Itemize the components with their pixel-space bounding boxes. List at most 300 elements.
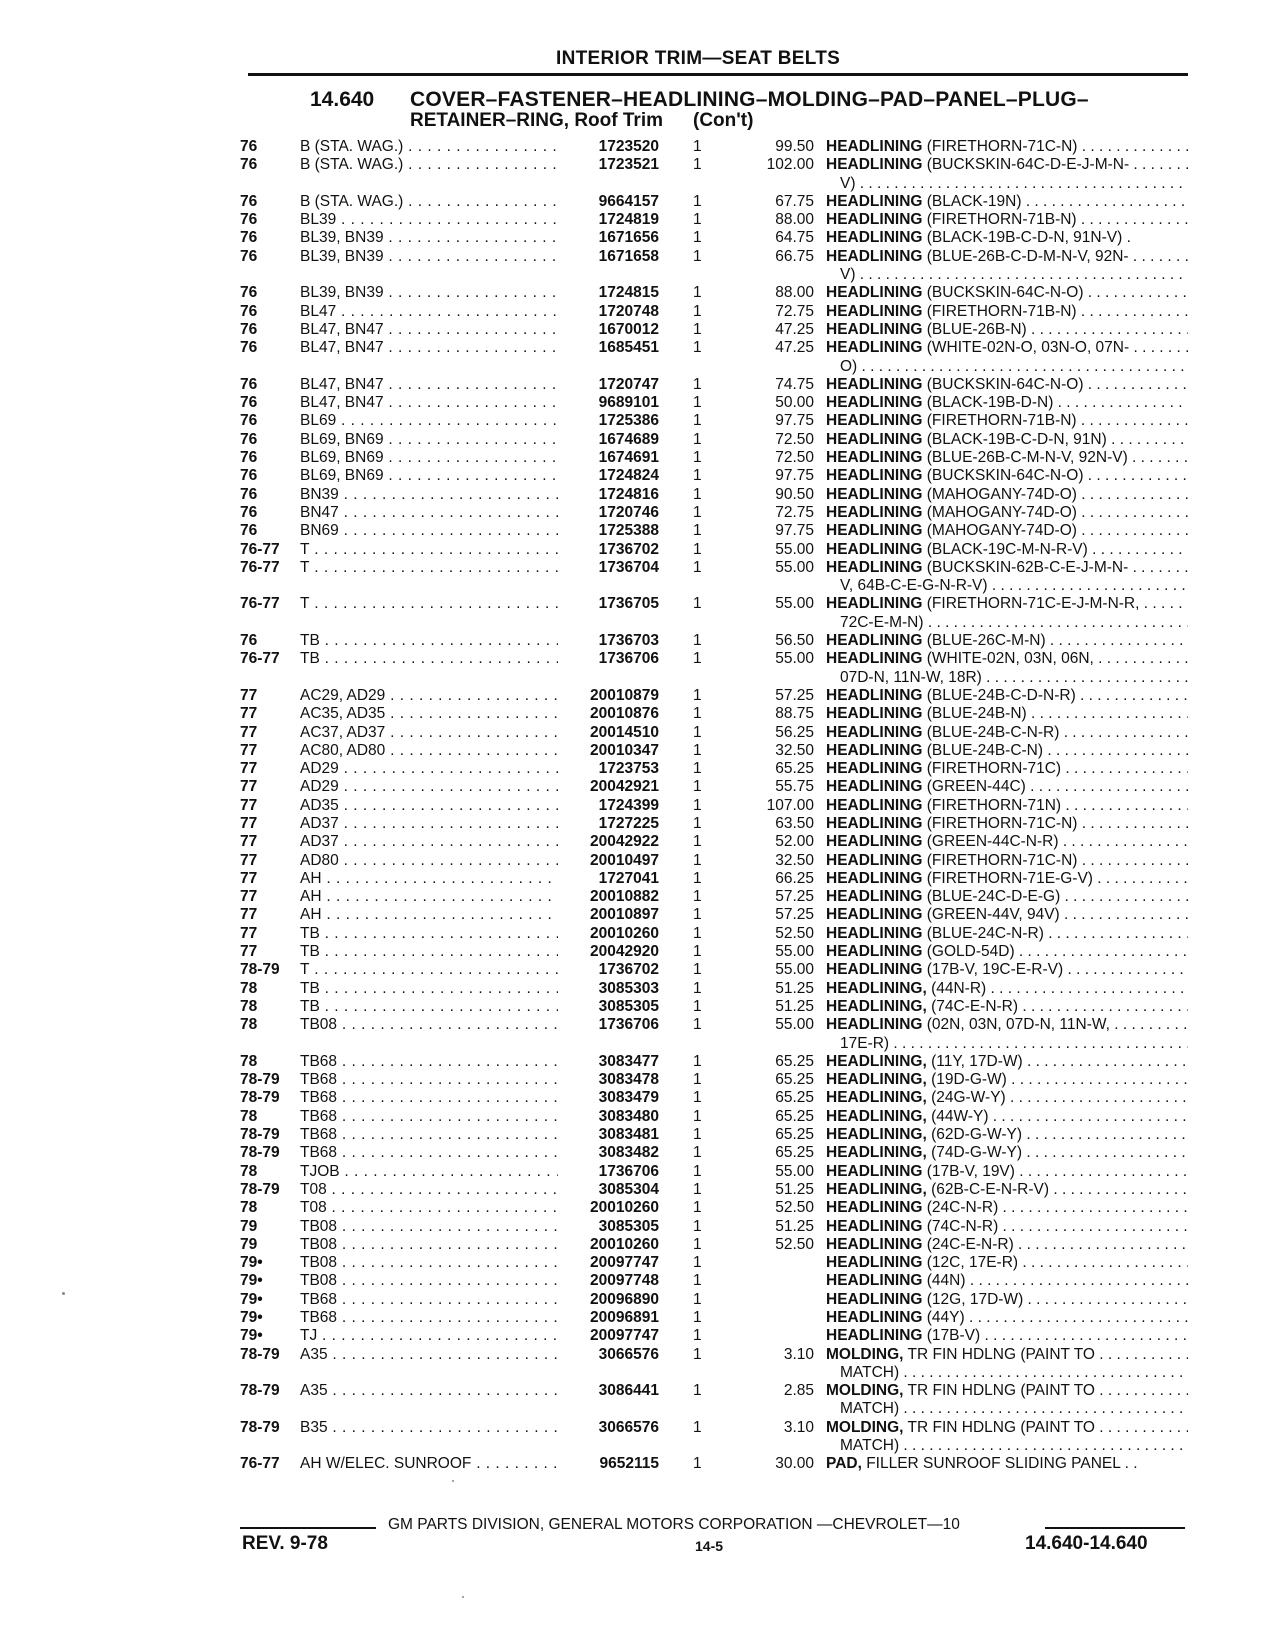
part-row xyxy=(240,852,1190,870)
price: 30.00 xyxy=(775,1455,814,1473)
model-year: 78 xyxy=(240,1052,258,1070)
parts-list xyxy=(240,138,1190,1474)
quantity: 1 xyxy=(693,1126,702,1144)
description-text: (24C-E-N-R) xyxy=(926,1235,1014,1253)
part-number: 20010897 xyxy=(558,906,659,924)
part-keyword: HEADLINING xyxy=(826,375,923,393)
part-keyword: HEADLINING xyxy=(826,229,923,247)
description xyxy=(826,1181,1188,1199)
part-row xyxy=(240,1455,1190,1473)
model-year: 77 xyxy=(240,705,258,723)
description xyxy=(826,1144,1188,1162)
part-number: 20097748 xyxy=(558,1272,659,1290)
scan-speck xyxy=(462,1596,464,1598)
part-keyword: HEADLINING xyxy=(826,760,923,778)
model-code: TB . . . xyxy=(300,998,568,1016)
description-text: (BLUE-26B-C-D-M-N-V, 92N- xyxy=(926,247,1129,265)
model-year: 77 xyxy=(240,741,258,759)
part-row xyxy=(240,394,1190,412)
model-year: 77 xyxy=(240,778,258,796)
price: 57.25 xyxy=(775,906,814,924)
model-year: 78-79 xyxy=(240,1089,280,1107)
part-keyword: HEADLINING xyxy=(826,192,923,210)
model-code: TB68 . . . xyxy=(300,1053,568,1071)
description-line1 xyxy=(826,852,1188,870)
quantity: 1 xyxy=(693,1290,702,1308)
model-code: TB08 . . . xyxy=(300,1254,568,1272)
description-text: (BUCKSKIN-62B-C-E-J-M-N- xyxy=(926,558,1129,576)
quantity: 1 xyxy=(693,997,702,1015)
model-year: 76-77 xyxy=(240,595,280,613)
description xyxy=(826,1382,1188,1419)
model-year: 77 xyxy=(240,851,258,869)
description-text: (FIRETHORN-71E-G-V) xyxy=(926,869,1093,887)
quantity: 1 xyxy=(693,339,702,357)
description-line1 xyxy=(826,1272,1188,1290)
model-code: B (STA. WAG.) . . . xyxy=(300,138,568,156)
price: 65.25 xyxy=(775,1107,814,1125)
description xyxy=(826,650,1188,687)
part-keyword: HEADLINING xyxy=(826,412,923,430)
description xyxy=(826,1272,1188,1290)
model-code: BL69 . . . xyxy=(300,412,568,430)
model-code: BN39 . . . xyxy=(300,486,568,504)
quantity: 1 xyxy=(693,961,702,979)
description xyxy=(826,1309,1188,1327)
description-text: (WHITE-02N-O, 03N-O, 07N- xyxy=(926,339,1130,357)
part-keyword: HEADLINING, xyxy=(826,1089,927,1107)
model-year: 77 xyxy=(240,906,258,924)
part-keyword: HEADLINING xyxy=(826,632,923,650)
description xyxy=(826,321,1188,339)
part-keyword: HEADLINING xyxy=(826,1272,923,1290)
part-keyword: HEADLINING xyxy=(826,943,923,961)
quantity: 1 xyxy=(693,1235,702,1253)
description-text: (FIRETHORN-71B-N) xyxy=(926,211,1077,229)
price: 72.75 xyxy=(775,302,814,320)
price: 66.25 xyxy=(775,869,814,887)
price: 65.25 xyxy=(775,1089,814,1107)
part-row xyxy=(240,449,1190,467)
part-keyword: HEADLINING xyxy=(826,467,923,485)
model-year: 76 xyxy=(240,449,258,467)
description-line1 xyxy=(826,870,1188,888)
model-code: BL69, BN69 . . . xyxy=(300,467,568,485)
description-text: TR FIN HDLNG (PAINT TO xyxy=(907,1345,1095,1363)
part-row xyxy=(240,797,1190,815)
description-text: (74C-N-R) xyxy=(926,1217,999,1235)
description xyxy=(826,797,1188,815)
description-line1 xyxy=(826,961,1188,979)
description-text: (GOLD-54D) xyxy=(926,943,1015,961)
model-code: AH . . . xyxy=(300,870,568,888)
part-row xyxy=(240,943,1190,961)
quantity: 1 xyxy=(693,778,702,796)
description-line1 xyxy=(826,1126,1188,1144)
quantity: 1 xyxy=(693,1162,702,1180)
part-row xyxy=(240,998,1190,1016)
part-keyword: HEADLINING xyxy=(826,686,923,704)
description xyxy=(826,1016,1188,1053)
description xyxy=(826,815,1188,833)
part-number: 1724819 xyxy=(558,211,659,229)
description xyxy=(826,1071,1188,1089)
description-text: (17B-V, 19V) xyxy=(926,1162,1015,1180)
part-number: 20042922 xyxy=(558,833,659,851)
part-keyword: HEADLINING xyxy=(826,723,923,741)
model-code: A35 . . . xyxy=(300,1346,568,1364)
description-line1 xyxy=(826,138,1188,156)
model-year: 77 xyxy=(240,760,258,778)
part-keyword: HEADLINING xyxy=(826,595,923,613)
model-year: 77 xyxy=(240,723,258,741)
description-text: (FIRETHORN-71C) xyxy=(926,760,1062,778)
part-keyword: MOLDING, xyxy=(826,1382,904,1400)
header-rule xyxy=(248,73,1188,76)
description-text: (FIRETHORN-71N) xyxy=(926,796,1062,814)
part-keyword: HEADLINING xyxy=(826,1254,923,1272)
part-number: 3083477 xyxy=(558,1053,659,1071)
description-text: (BLUE-24C-N-R) xyxy=(926,924,1044,942)
description-line1 xyxy=(826,1163,1188,1181)
model-code: TJOB . . . xyxy=(300,1163,568,1181)
quantity: 1 xyxy=(693,247,702,265)
part-keyword: HEADLINING xyxy=(826,924,923,942)
part-number: 3066576 xyxy=(558,1346,659,1364)
model-code: BL47, BN47 . . . xyxy=(300,394,568,412)
description-text: (17B-V) xyxy=(926,1327,981,1345)
description xyxy=(826,1419,1188,1456)
description xyxy=(826,1291,1188,1309)
description-text: (74D-G-W-Y) xyxy=(931,1144,1023,1162)
model-code: TB68 . . . xyxy=(300,1089,568,1107)
model-code: TB . . . xyxy=(300,943,568,961)
description-text: (11Y, 17D-W) xyxy=(931,1052,1023,1070)
model-year: 78-79 xyxy=(240,1382,280,1400)
description xyxy=(826,467,1188,485)
quantity: 1 xyxy=(693,138,702,155)
model-code: TB . . . xyxy=(300,650,568,668)
model-code: AD37 . . . xyxy=(300,833,568,851)
description-line1 xyxy=(826,541,1188,559)
part-row xyxy=(240,1071,1190,1089)
part-keyword: HEADLINING, xyxy=(826,1144,927,1162)
part-number: 3083482 xyxy=(558,1144,659,1162)
part-number: 20097747 xyxy=(558,1327,659,1345)
description-text: (GREEN-44C-N-R) xyxy=(926,833,1059,851)
description xyxy=(826,595,1188,632)
part-keyword: PAD, xyxy=(826,1455,862,1473)
part-number: 1723521 xyxy=(558,156,659,174)
description-text: FILLER SUNROOF SLIDING PANEL . . xyxy=(866,1455,1138,1473)
price: 52.00 xyxy=(775,833,814,851)
part-number: 3083480 xyxy=(558,1108,659,1126)
part-row xyxy=(240,1163,1190,1181)
description-text: (BUCKSKIN-64C-N-O) xyxy=(926,375,1084,393)
description xyxy=(826,724,1188,742)
description xyxy=(826,705,1188,723)
quantity: 1 xyxy=(693,943,702,961)
description-line1 xyxy=(826,742,1188,760)
price: 55.00 xyxy=(775,1016,814,1034)
price: 55.75 xyxy=(775,778,814,796)
part-keyword: HEADLINING xyxy=(826,156,923,174)
price: 55.00 xyxy=(775,558,814,576)
price: 56.50 xyxy=(775,632,814,650)
description-text: (BUCKSKIN-64C-N-O) xyxy=(926,467,1084,485)
part-row xyxy=(240,1144,1190,1162)
price: 66.75 xyxy=(775,247,814,265)
price: 55.00 xyxy=(775,943,814,961)
description-line1 xyxy=(826,394,1188,412)
model-year: 77 xyxy=(240,943,258,961)
part-number: 1723520 xyxy=(558,138,659,156)
quantity: 1 xyxy=(693,1016,702,1034)
description xyxy=(826,376,1188,394)
part-keyword: HEADLINING xyxy=(826,796,923,814)
quantity: 1 xyxy=(693,1107,702,1125)
price: 102.00 xyxy=(766,156,814,174)
description-line2: 72C-E-M-N) . . . xyxy=(826,614,1188,632)
description-line1 xyxy=(826,998,1188,1016)
description-line1 xyxy=(826,412,1188,430)
price: 65.25 xyxy=(775,1144,814,1162)
section-number: 14.640 xyxy=(310,88,375,111)
description xyxy=(826,248,1188,285)
description-line1 xyxy=(826,815,1188,833)
part-number: 1736706 xyxy=(558,650,659,668)
part-number: 1736706 xyxy=(558,1016,659,1034)
description xyxy=(826,449,1188,467)
part-number: 1736702 xyxy=(558,541,659,559)
page-number: 14-5 xyxy=(695,1538,724,1554)
price: 3.10 xyxy=(783,1345,814,1363)
part-number: 3086441 xyxy=(558,1382,659,1400)
description-text: (GREEN-44V, 94V) xyxy=(926,906,1060,924)
model-code: TB08 . . . xyxy=(300,1218,568,1236)
price: 107.00 xyxy=(766,796,814,814)
part-keyword: HEADLINING xyxy=(826,851,923,869)
model-code: AC80, AD80 . . . xyxy=(300,742,568,760)
description-text: (44Y) xyxy=(926,1309,965,1326)
model-code: AD29 . . . xyxy=(300,760,568,778)
part-keyword: HEADLINING xyxy=(826,339,923,357)
part-row xyxy=(240,650,1190,687)
description xyxy=(826,1218,1188,1236)
part-number: 20096890 xyxy=(558,1291,659,1309)
part-row xyxy=(240,248,1190,285)
description-line1 xyxy=(826,431,1188,449)
model-code: BL69, BN69 . . . xyxy=(300,449,568,467)
price: 97.75 xyxy=(775,522,814,540)
quantity: 1 xyxy=(693,705,702,723)
model-code: T . . . xyxy=(300,961,568,979)
part-keyword: HEADLINING xyxy=(826,485,923,503)
price: 52.50 xyxy=(775,1235,814,1253)
model-code: T . . . xyxy=(300,595,568,613)
price: 55.00 xyxy=(775,1162,814,1180)
model-year: 79• xyxy=(240,1327,263,1345)
description-text: (GREEN-44C) xyxy=(926,778,1026,796)
description xyxy=(826,906,1188,924)
price: 74.75 xyxy=(775,375,814,393)
footer-publisher: GM PARTS DIVISION, GENERAL MOTORS CORPORATION —CHEVROLET—10 xyxy=(388,1516,960,1533)
description-line1 xyxy=(826,321,1188,339)
part-row xyxy=(240,229,1190,247)
description-text: (FIRETHORN-71B-N) xyxy=(926,302,1077,320)
description-text: (FIRETHORN-71C-N) xyxy=(926,814,1078,832)
model-year: 79 xyxy=(240,1235,258,1253)
part-number: 20010879 xyxy=(558,687,659,705)
part-keyword: HEADLINING xyxy=(826,522,923,540)
part-number: 3085303 xyxy=(558,980,659,998)
part-keyword: HEADLINING xyxy=(826,320,923,338)
part-number: 3083481 xyxy=(558,1126,659,1144)
description-line1 xyxy=(826,797,1188,815)
description xyxy=(826,998,1188,1016)
model-year: 76 xyxy=(240,375,258,393)
part-keyword: HEADLINING xyxy=(826,503,923,521)
description xyxy=(826,1236,1188,1254)
part-row xyxy=(240,1291,1190,1309)
price: 55.00 xyxy=(775,595,814,613)
model-year: 77 xyxy=(240,833,258,851)
description xyxy=(826,1163,1188,1181)
model-year: 76 xyxy=(240,339,258,357)
model-year: 79• xyxy=(240,1290,263,1308)
model-year: 78 xyxy=(240,997,258,1015)
model-code: BL47, BN47 . . . xyxy=(300,376,568,394)
part-row xyxy=(240,412,1190,430)
model-year: 77 xyxy=(240,869,258,887)
description xyxy=(826,559,1188,596)
model-year: 79 xyxy=(240,1217,258,1235)
model-code: TB . . . xyxy=(300,925,568,943)
description-text: (02N, 03N, 07D-N, 11N-W, xyxy=(926,1016,1110,1034)
description-text: TR FIN HDLNG (PAINT TO xyxy=(907,1382,1095,1400)
price: 55.00 xyxy=(775,961,814,979)
quantity: 1 xyxy=(693,1254,702,1272)
part-number: 20014510 xyxy=(558,724,659,742)
part-row xyxy=(240,1346,1190,1383)
quantity: 1 xyxy=(693,814,702,832)
description-text: (44W-Y) xyxy=(931,1107,989,1125)
model-year: 78 xyxy=(240,1016,258,1034)
part-keyword: HEADLINING, xyxy=(826,1052,927,1070)
quantity: 1 xyxy=(693,156,702,174)
part-number: 20010876 xyxy=(558,705,659,723)
description xyxy=(826,193,1188,211)
section-title-line2 xyxy=(410,110,753,132)
quantity: 1 xyxy=(693,211,702,229)
model-code: TB68 . . . xyxy=(300,1126,568,1144)
description-line1 xyxy=(826,1144,1188,1162)
description-text: (MAHOGANY-74D-O) xyxy=(926,503,1077,521)
model-code: BL39, BN39 . . . xyxy=(300,248,568,266)
quantity: 1 xyxy=(693,1455,702,1473)
part-number: 3085304 xyxy=(558,1181,659,1199)
description-line1 xyxy=(826,1455,1188,1473)
model-year: 76 xyxy=(240,284,258,302)
description-line1 xyxy=(826,724,1188,742)
quantity: 1 xyxy=(693,1309,702,1326)
part-row xyxy=(240,1309,1190,1327)
page-title: INTERIOR TRIM—SEAT BELTS xyxy=(556,48,841,69)
description-line1 xyxy=(826,1181,1188,1199)
part-row xyxy=(240,559,1190,596)
description-text: (BLUE-26B-N) xyxy=(926,320,1027,338)
model-code: BL47, BN47 . . . xyxy=(300,339,568,357)
quantity: 1 xyxy=(693,430,702,448)
quantity: 1 xyxy=(693,1144,702,1162)
continued-label: (Con't) xyxy=(693,110,754,131)
model-year: 76 xyxy=(240,467,258,485)
quantity: 1 xyxy=(693,1418,702,1436)
part-row xyxy=(240,1181,1190,1199)
part-row xyxy=(240,504,1190,522)
part-keyword: HEADLINING xyxy=(826,961,923,979)
description xyxy=(826,833,1188,851)
quantity: 1 xyxy=(693,833,702,851)
price: 56.25 xyxy=(775,723,814,741)
part-keyword: HEADLINING xyxy=(826,394,923,412)
part-keyword: HEADLINING xyxy=(826,1162,923,1180)
description-line2: MATCH) . . . xyxy=(826,1364,1188,1382)
price: 64.75 xyxy=(775,229,814,247)
footer-rule-right xyxy=(1045,1527,1185,1529)
description-text: (MAHOGANY-74D-O) xyxy=(926,485,1077,503)
price: 88.75 xyxy=(775,705,814,723)
part-keyword: HEADLINING xyxy=(826,1199,923,1217)
model-code: AD35 . . . xyxy=(300,797,568,815)
part-row xyxy=(240,815,1190,833)
part-number: 1736704 xyxy=(558,559,659,577)
model-code: T . . . xyxy=(300,559,568,577)
part-keyword: HEADLINING xyxy=(826,558,923,576)
model-year: 76 xyxy=(240,302,258,320)
model-year: 79• xyxy=(240,1309,263,1326)
part-keyword: MOLDING, xyxy=(826,1418,904,1436)
description xyxy=(826,1126,1188,1144)
model-code: BL47 . . . xyxy=(300,303,568,321)
part-row xyxy=(240,1089,1190,1107)
part-number: 1720748 xyxy=(558,303,659,321)
description-line1 xyxy=(826,943,1188,961)
quantity: 1 xyxy=(693,558,702,576)
description xyxy=(826,632,1188,650)
description-line2: 17E-R) . . . xyxy=(826,1035,1188,1053)
description xyxy=(826,412,1188,430)
model-code: BN47 . . . xyxy=(300,504,568,522)
description xyxy=(826,541,1188,559)
quantity: 1 xyxy=(693,394,702,412)
price: 57.25 xyxy=(775,686,814,704)
description xyxy=(826,980,1188,998)
model-year: 76-77 xyxy=(240,1455,280,1473)
description-line1 xyxy=(826,559,1188,577)
part-number: 20010882 xyxy=(558,888,659,906)
section-title-line2-text: RETAINER–RING, Roof Trim xyxy=(410,110,663,131)
quantity: 1 xyxy=(693,888,702,906)
part-keyword: HEADLINING xyxy=(826,1290,923,1308)
price: 90.50 xyxy=(775,485,814,503)
description-line1 xyxy=(826,705,1188,723)
description xyxy=(826,522,1188,540)
model-code: TB68 . . . xyxy=(300,1144,568,1162)
description xyxy=(826,486,1188,504)
scan-speck xyxy=(62,1292,65,1295)
description-line1 xyxy=(826,467,1188,485)
